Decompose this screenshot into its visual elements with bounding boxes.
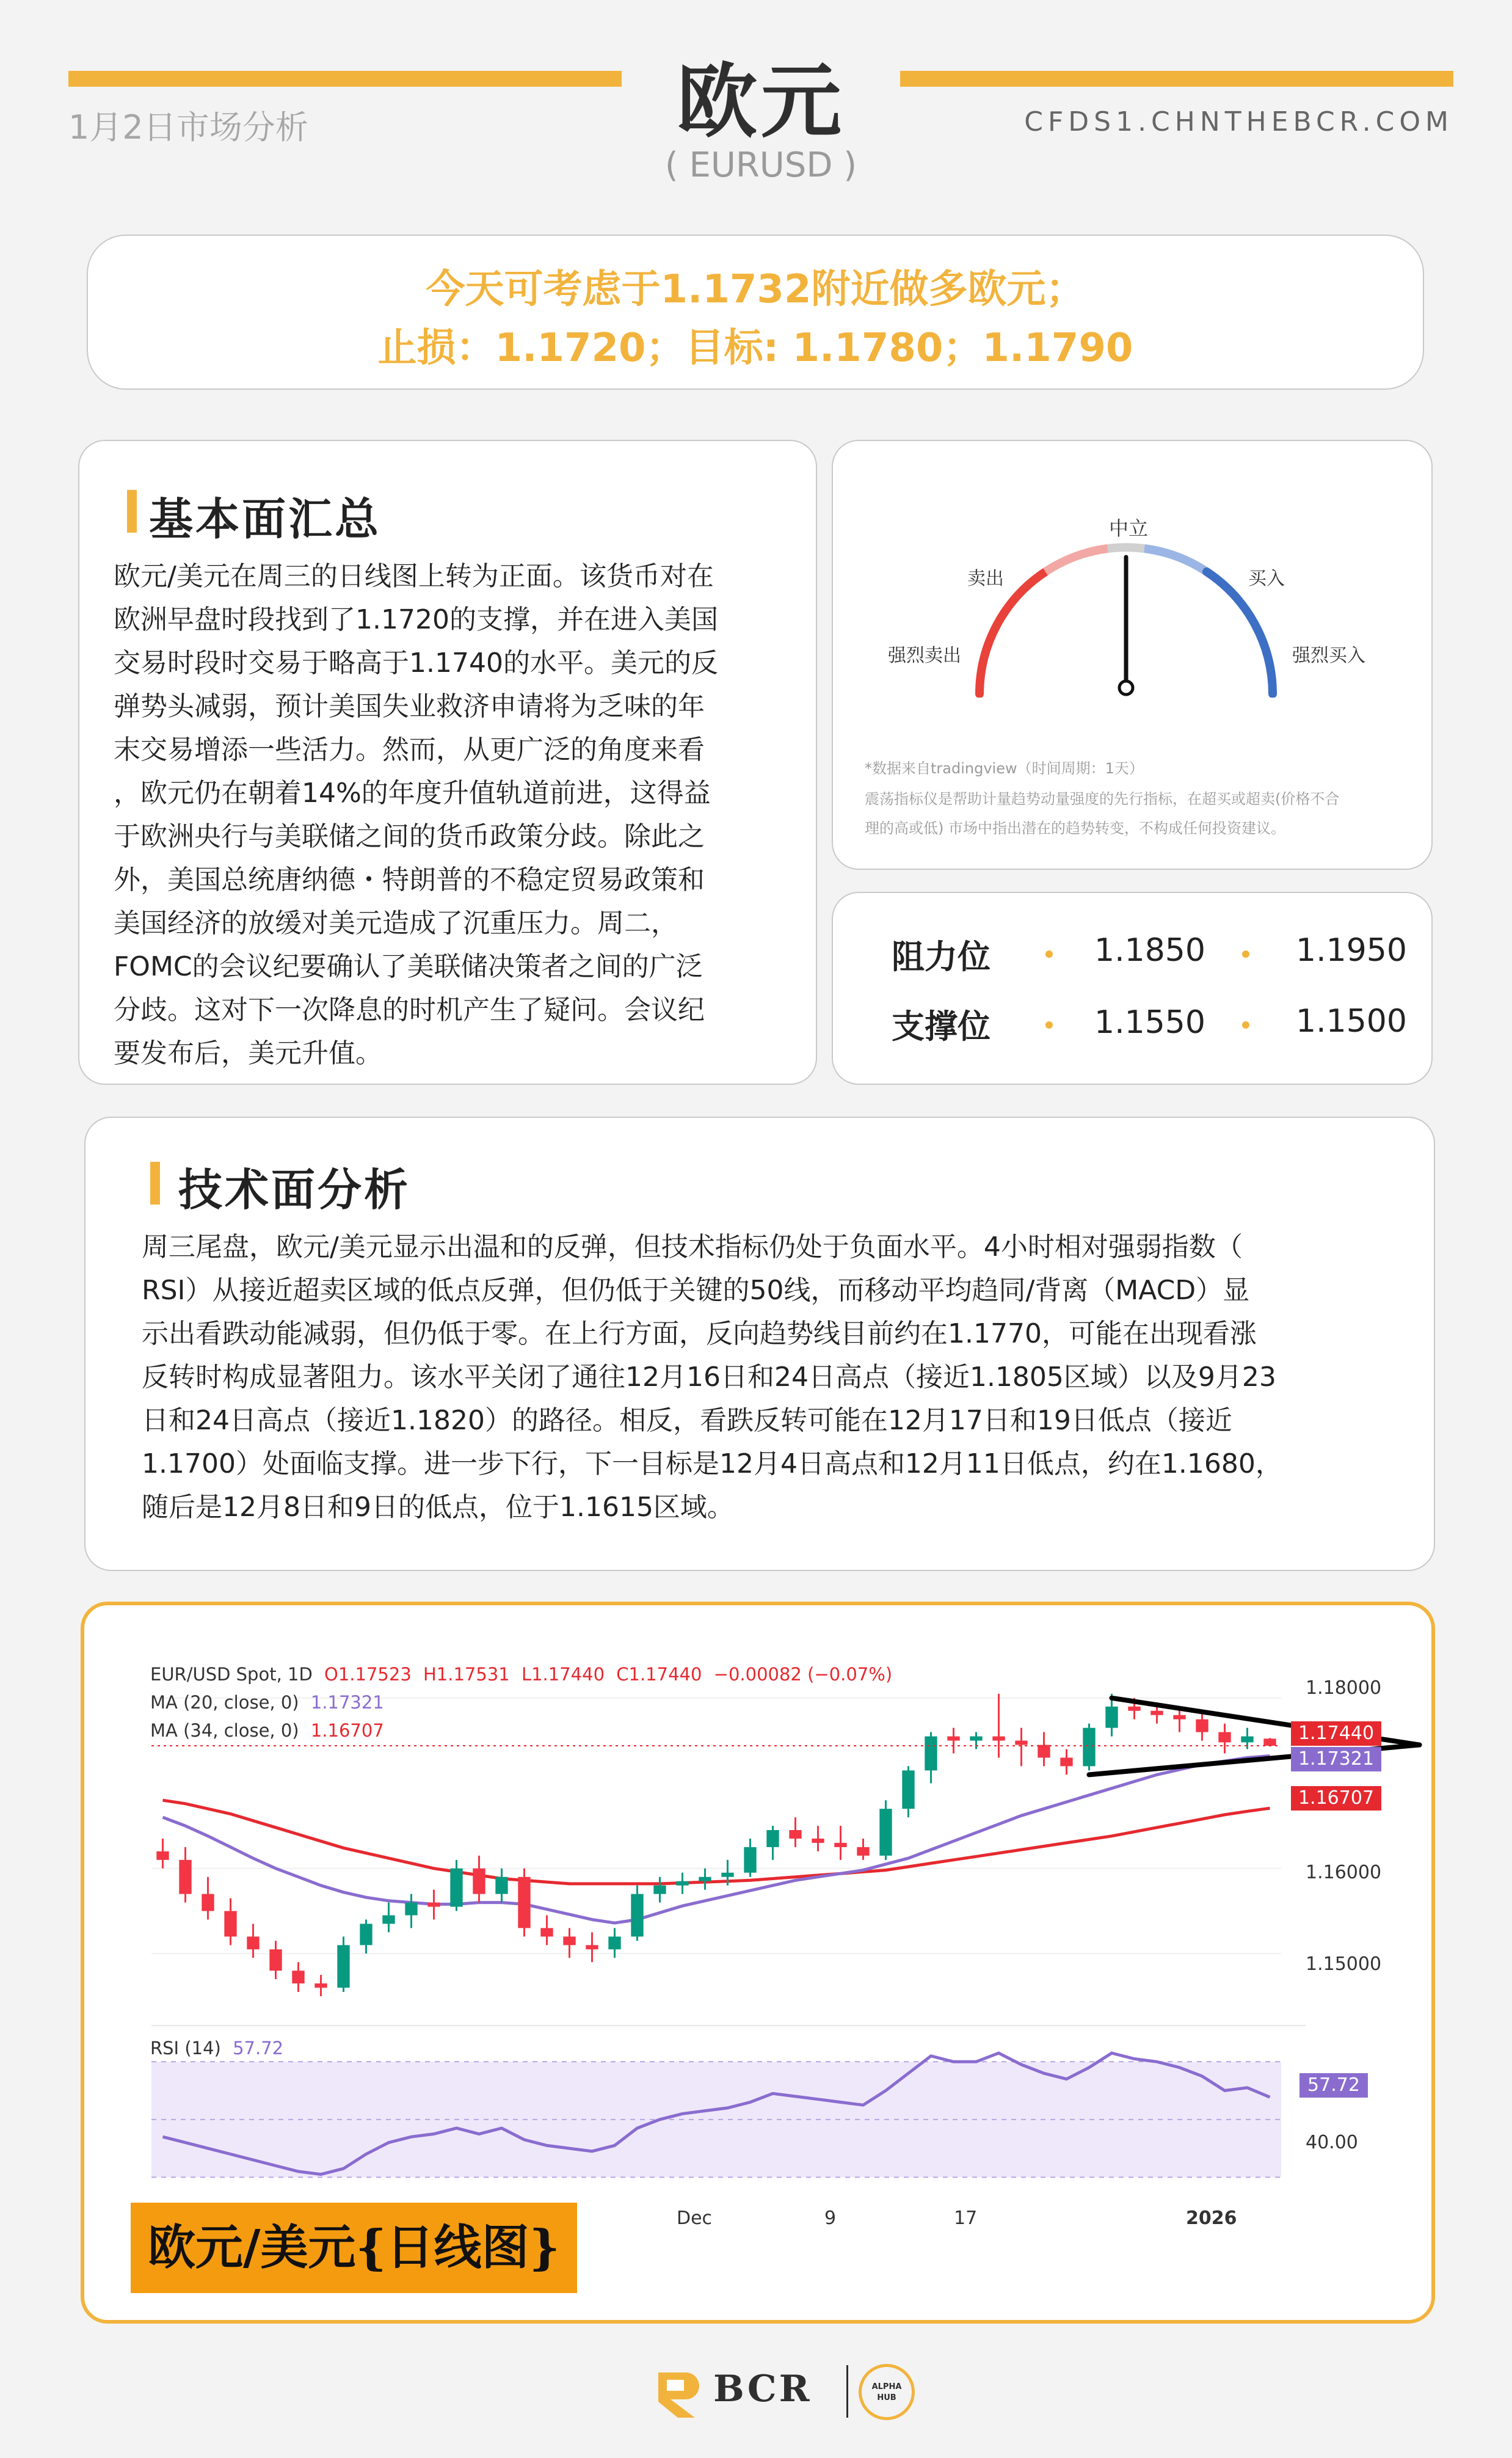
bullet-dot (1242, 1021, 1249, 1029)
logo-divider (846, 2365, 848, 2418)
x-label-2026: 2026 (1186, 2208, 1237, 2229)
fundamentals-line: 末交易增添一些活力。然而，从更广泛的角度来看 (114, 734, 705, 765)
gauge-note-1: *数据来自tradingview（时间周期：1天） (865, 760, 1144, 777)
legend-close: C1.17440 (616, 1664, 702, 1685)
bcr-logo-text: BCR (713, 2368, 812, 2410)
candle-body (631, 1894, 643, 1937)
gauge-label-buy: 买入 (1248, 568, 1285, 589)
candle-body (812, 1839, 824, 1843)
candle-body (834, 1843, 846, 1847)
gauge-label-strong-buy: 强烈买入 (1292, 645, 1365, 666)
candle-body (269, 1949, 282, 1971)
fundamentals-line: 要发布后，美元升值。 (114, 1038, 382, 1069)
legend-open: O1.17523 (324, 1664, 412, 1685)
technical-card (84, 1117, 1435, 1571)
candle-body (473, 1869, 485, 1894)
technical-line: RSI）从接近超卖区域的低点反弹，但仍低于关键的50线，而移动平均趋同/背离（MACD）显 (142, 1275, 1250, 1306)
rsi-name: RSI (14) (150, 2038, 221, 2059)
date-label: 1月2日市场分析 (68, 108, 308, 147)
candle-body (337, 1945, 349, 1988)
gauge-arc-buy (1207, 572, 1273, 694)
legend-low: L1.17440 (521, 1664, 605, 1685)
ma20-value: 1.17321 (310, 1692, 384, 1713)
candle-body (427, 1903, 440, 1907)
candle-body (563, 1936, 575, 1945)
candle-body (495, 1877, 507, 1894)
candle-body (360, 1924, 372, 1945)
rsi-label (150, 2038, 283, 2059)
resistance-1: 1.1850 (1094, 932, 1205, 969)
chart-stamp: 欧元/美元{日线图} (131, 2203, 577, 2293)
candle-body (857, 1847, 869, 1856)
resistance-2: 1.1950 (1296, 932, 1407, 969)
price-tag-ma34: 1.16707 (1291, 1786, 1381, 1811)
x-label-9: 9 (824, 2208, 837, 2229)
resistance-label: 阻力位 (892, 938, 990, 976)
ma20-line (163, 1756, 1270, 1924)
fundamentals-line: 欧洲早盘时段找到了1.1720的支撑，并在进入美国 (114, 604, 718, 635)
y-tick-118: 1.18000 (1306, 1677, 1382, 1699)
ma34-line (163, 1800, 1270, 1884)
bullet-dot (1045, 950, 1053, 958)
page-subtitle: ( EURUSD ) (664, 145, 857, 185)
chart-card (81, 1602, 1435, 2324)
candle-body (925, 1737, 937, 1771)
candle-body (676, 1881, 688, 1886)
gauge-label-sell: 卖出 (967, 568, 1004, 589)
candle-body (1128, 1707, 1140, 1711)
fundamentals-line: 美国经济的放缓对美元造成了沉重压力。周二， (114, 908, 678, 939)
candle-body (653, 1886, 666, 1894)
ma34-value: 1.16707 (310, 1720, 384, 1741)
candle-body (224, 1911, 236, 1937)
section-marker (127, 490, 137, 533)
candle-body (1263, 1738, 1276, 1746)
signal-line-1: 今天可考虑于1.1732附近做多欧元； (426, 267, 1085, 312)
ma34-label: MA (34, close, 0) (150, 1720, 299, 1741)
gauge-needle-pivot (1119, 681, 1133, 695)
rsi-tag: 57.72 (1299, 2073, 1368, 2098)
candle-body (902, 1770, 914, 1809)
candle-body (789, 1830, 801, 1839)
fundamentals-line: ，欧元仍在朝着14%的年度升值轨道前进，这得益 (114, 778, 711, 809)
fundamentals-line: 外，美国总统唐纳德・特朗普的不稳定贸易政策和 (114, 864, 705, 895)
gauge-arc-sell (980, 572, 1045, 694)
candle-body (405, 1903, 417, 1916)
gauge-label-neutral: 中立 (1109, 517, 1149, 540)
gauge-label-strong-sell: 强烈卖出 (888, 645, 961, 666)
gauge-note-3: 理的高或低) 市场中指出潜在的趋势转变，不构成任何投资建议。 (865, 820, 1285, 837)
ma20-label: MA (20, close, 0) (150, 1692, 299, 1713)
gauge-arc-buy-light (1144, 549, 1207, 572)
candle-body (179, 1860, 191, 1894)
candle-body (1150, 1711, 1163, 1715)
candle-body (699, 1877, 711, 1881)
candle-body (721, 1873, 733, 1877)
legend-change: −0.00082 (−0.07%) (713, 1664, 893, 1685)
website-label: CFDS1.CHNTHEBCR.COM (1024, 106, 1453, 137)
technical-title: 技术面分析 (178, 1164, 411, 1216)
fundamentals-line: 交易时段时交易于略高于1.1740的水平。美元的反 (114, 647, 718, 679)
technical-line: 示出看跌动能减弱，但仍低于零。在上行方面，反向趋势线目前约在1.1770，可能在出现看涨 (142, 1318, 1257, 1349)
technical-line: 周三尾盘，欧元/美元显示出温和的反弹，但技术指标仍处于负面水平。4小时相对强弱指数（ (142, 1231, 1243, 1263)
legend-high: H1.17531 (423, 1664, 510, 1685)
candle-body (1015, 1741, 1027, 1745)
price-tag-close: 1.17440 (1291, 1721, 1381, 1746)
fundamentals-line: 欧元/美元在周三的日线图上转为正面。该货币对在 (114, 561, 714, 592)
candle-body (992, 1737, 1005, 1741)
candle-body (202, 1894, 214, 1911)
candle-body (744, 1847, 756, 1873)
candle-body (314, 1983, 327, 1988)
bcr-logo (652, 2364, 860, 2419)
bcr-logo-mark (652, 2366, 707, 2421)
support-2: 1.1500 (1296, 1003, 1407, 1040)
technical-line: 反转时构成显著阻力。该水平关闭了通往12月16日和24日高点（接近1.1805区域）以及9月23 (142, 1362, 1276, 1393)
candle-body (156, 1851, 169, 1860)
candle-body (1105, 1707, 1118, 1728)
y-tick-116: 1.16000 (1306, 1862, 1382, 1883)
candle-body (947, 1737, 959, 1741)
fundamentals-title: 基本面汇总 (149, 494, 382, 545)
candle-body (608, 1936, 620, 1949)
signal-card (87, 235, 1424, 390)
y-tick-115: 1.15000 (1306, 1953, 1382, 1975)
rsi-value: 57.72 (233, 2038, 284, 2059)
rsi-tick-40: 40.00 (1306, 2132, 1358, 2153)
fundamentals-line: FOMC的会议纪要确认了美联储决策者之间的广泛 (114, 951, 703, 982)
candle-body (1196, 1720, 1208, 1732)
candle-body (1241, 1737, 1253, 1743)
candle-body (586, 1945, 598, 1949)
fundamentals-body (114, 555, 791, 1075)
technical-line: 随后是12月8日和9日的低点，位于1.1615区域。 (142, 1492, 734, 1523)
legend-symbol: EUR/USD Spot, 1D (150, 1664, 313, 1685)
chart-legend (150, 1660, 892, 1745)
candle-body (1038, 1745, 1050, 1758)
candle-body (970, 1737, 982, 1741)
svg-text:HUB: HUB (877, 2393, 896, 2402)
bullet-dot (1242, 950, 1249, 958)
section-marker (150, 1162, 160, 1205)
gauge-note-2: 震荡指标仪是帮助计量趋势动量强度的先行指标，在超买或超卖(价格不合 (865, 790, 1340, 808)
x-label-17: 17 (954, 2208, 978, 2229)
candle-body (1173, 1715, 1185, 1720)
fundamentals-line: 于欧洲央行与美联储之间的货币政策分歧。除此之 (114, 821, 705, 852)
candle-body (1060, 1757, 1072, 1766)
candle-body (879, 1809, 892, 1856)
svg-text:ALPHA: ALPHA (871, 2382, 902, 2391)
candle-body (518, 1877, 530, 1928)
x-label-dec: Dec (677, 2208, 713, 2229)
fundamentals-line: 弹势头减弱，预计美国失业救济申请将为乏味的年 (114, 691, 705, 722)
levels-card (832, 892, 1433, 1085)
header-bar-right (900, 71, 1453, 87)
candle-body (450, 1869, 462, 1907)
alpha-hub-icon (862, 2367, 912, 2417)
candle-body (292, 1971, 304, 1983)
header-bar-left (68, 71, 622, 87)
gauge-arc-sell-light (1045, 549, 1108, 572)
candle-body (540, 1928, 553, 1936)
fundamentals-line: 分歧。这对下一次降息的时机产生了疑问。会议纪 (114, 994, 705, 1026)
candle-body (766, 1830, 779, 1847)
fundamentals-card (78, 440, 817, 1085)
alpha-hub-logo (859, 2364, 915, 2420)
gauge-arc-neutral (1108, 547, 1144, 549)
price-tag-ma20: 1.17321 (1291, 1747, 1381, 1771)
technical-line: 1.1700）处面临支撑。进一步下行，下一目标是12月4日高点和12月11日低点，约在1.1680， (142, 1448, 1282, 1479)
candle-body (382, 1916, 394, 1924)
technical-body (142, 1225, 1400, 1529)
candle-body (1218, 1732, 1230, 1743)
candle-body (1083, 1728, 1095, 1767)
gauge-card (832, 440, 1433, 870)
technical-line: 日和24日高点（接近1.1820）的路径。相反，看跌反转可能在12月17日和19日低点（接近 (142, 1405, 1232, 1436)
support-label: 支撑位 (892, 1007, 990, 1046)
support-1: 1.1550 (1094, 1004, 1205, 1041)
page-title: 欧元 (677, 55, 845, 149)
signal-line-2: 止损：1.1720；目标: 1.1780；1.1790 (377, 326, 1133, 371)
candle-body (247, 1936, 259, 1949)
bullet-dot (1045, 1021, 1053, 1029)
